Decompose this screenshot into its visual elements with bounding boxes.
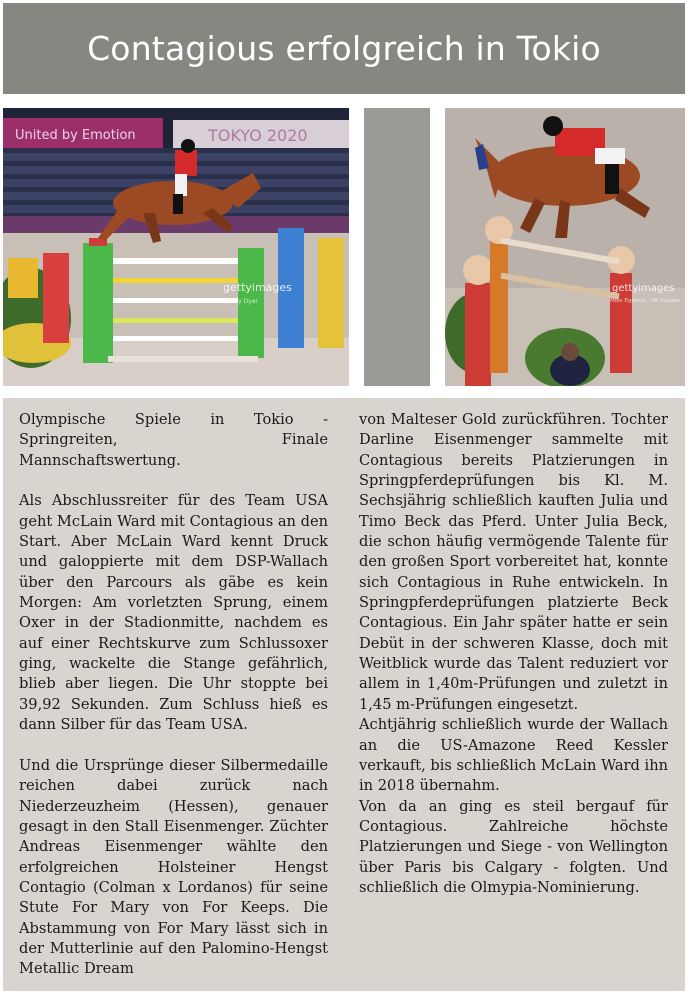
page-title: Contagious erfolgreich in Tokio — [87, 29, 601, 68]
venue-text: TOKYO 2020 — [208, 126, 308, 145]
photo-horse-jump-closeup — [445, 108, 685, 386]
article-paragraph: Als Abschlussreiter für des Team USA geht McLain Ward mit Contagious an den Start. Aber McLain Ward kennt Druck und galoppierte mit dem DSP-Wallach über den Parcours als gäbe es kein Morgen: Am vorletzten Sprung, einem Oxer in der Stadionmitte, nachdem es auf einer Rechtskurve zum Schlussoxer ging, wackelte die Stange gefährlich, blieb aber liegen. Die Uhr stoppte bei 39,92 Sekunden. Zum Schluss hieß es dann Silber für das Team USA. — [19, 492, 328, 734]
watermark-right: gettyimages — [612, 283, 675, 294]
article-paragraph: Von da an ging es steil bergauf für Contagious. Zahlreiche höchste Platzierungen und Siege - von Wellington über Paris bis Calgary - folgten. Und schließlich die Olmypia-Nominierung. — [359, 797, 668, 896]
gray-block — [364, 108, 430, 386]
banner-text: United by Emotion — [15, 128, 136, 143]
title-bar — [3, 3, 685, 94]
credit-right: Mike Egerton · PA Images — [610, 298, 680, 304]
article-panel — [3, 398, 685, 991]
watermark-left: gettyimages — [223, 281, 292, 294]
article-paragraph: Olympische Spiele in Tokio - Springreiten, Finale Mannschaftswertung. — [19, 411, 328, 469]
article-paragraph: Achtjährig schließlich wurde der Wallach an die US-Amazone Reed Kessler verkauft, bis schließlich McLain Ward ihn in 2018 übernahm. — [359, 716, 668, 795]
photo-horse-jump-stadium — [3, 108, 349, 386]
article-paragraph: Und die Ursprünge dieser Silbermedaille reichen dabei zurück nach Niederzeuzheim (Hessen), genauer gesagt in den Stall Eisenmenger. Züchter Andreas Eisenmenger wählte den erfolgreichen Holsteiner Hengst Contagio (Colman x Lordanos) für seine Stute For Mary von For Keeps. Die Abstammung von For Mary lässt sich in der Mutterlinie auf den Palomino-Hengst Metallic Dream — [19, 756, 328, 978]
article-column-left — [19, 410, 328, 980]
credit-left: Jenny Dyer — [225, 298, 258, 305]
article-column-right — [359, 410, 668, 898]
article-paragraph: von Malteser Gold zurückführen. Tochter Darline Eisenmenger sammelte mit Contagious bereits Platzierungen in Springpferdeprüfungen bis Kl. M. Sechsjährig schließlich kauften Julia und Timo Beck das Pferd. Unter Julia Beck, die schon häufig vermögende Talente für den großen Sport vorbereitet hat, konnte sich Contagious in Ruhe entwickeln. In Springpferdeprüfungen platzierte Beck Contagious. Ein Jahr später hatte er sein Debüt in der schweren Klasse, doch mit Weitblick wurde das Talent reduziert vor allem in 1,40m-Prüfungen und zuletzt in 1,45 m-Prüfungen eingesetzt. — [359, 411, 668, 713]
